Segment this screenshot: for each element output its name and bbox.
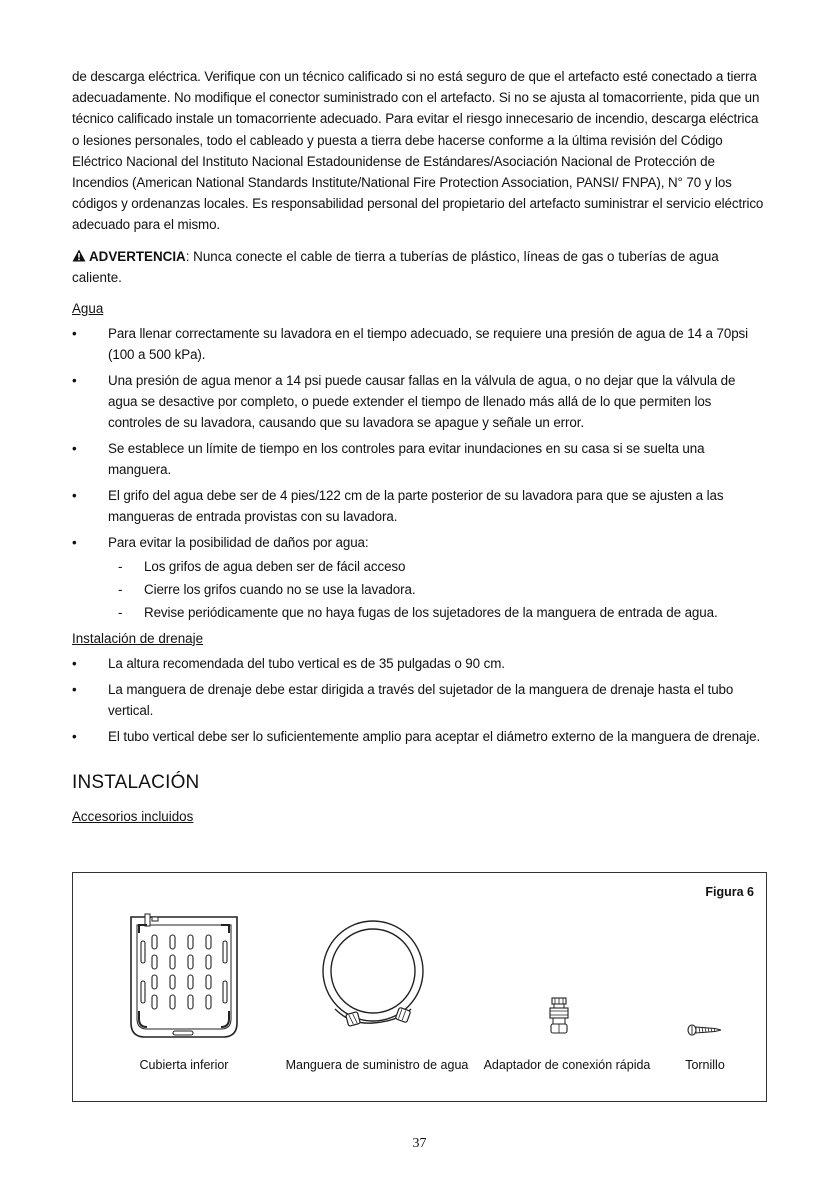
accessory-label-quick-connect-adapter: Adaptador de conexión rápida bbox=[483, 1058, 651, 1072]
warning-triangle-icon bbox=[72, 249, 86, 262]
list-item-text: La altura recomendada del tubo vertical es de 35 pulgadas o 90 cm. bbox=[108, 655, 505, 671]
page-number: 37 bbox=[412, 1136, 427, 1151]
sub-list-item-text: Revise periódicamente que no haya fugas de los sujetadores de la manguera de entrada de agua. bbox=[144, 604, 718, 620]
warning-text: : Nunca conecte el cable de tierra a tuberías de plástico, líneas de gas o tuberías de agua caliente. bbox=[72, 248, 719, 285]
dash-marker: - bbox=[118, 558, 123, 574]
list-item-text: La manguera de drenaje debe estar dirigida a través del sujetador de la manguera de drenaje hasta el tubo vertical. bbox=[108, 681, 734, 718]
list-item bbox=[72, 485, 767, 527]
drain-list bbox=[72, 653, 767, 747]
accessory-label-water-hose: Manguera de suministro de agua bbox=[285, 1058, 469, 1072]
figure-label: Figura 6 bbox=[705, 885, 754, 899]
list-item-text: Se establece un límite de tiempo en los controles para evitar inundaciones en su casa si se suelta una manguera. bbox=[108, 440, 705, 477]
sub-list-item bbox=[108, 555, 767, 578]
accessories-figure bbox=[72, 872, 767, 1102]
bullet-marker: • bbox=[72, 655, 77, 671]
water-list bbox=[72, 323, 767, 624]
list-item-text: Para evitar la posibilidad de daños por agua: bbox=[108, 534, 369, 550]
list-item bbox=[72, 679, 767, 721]
list-item-text: El grifo del agua debe ser de 4 pies/122 cm de la parte posterior de su lavadora para que se ajusten a las mangueras de entrada provistas con su lavadora. bbox=[108, 487, 724, 524]
accessory-label-bottom-cover: Cubierta inferior bbox=[139, 1058, 229, 1072]
dash-marker: - bbox=[118, 581, 123, 597]
accessory-label-screw: Tornillo bbox=[685, 1058, 725, 1072]
list-item bbox=[72, 370, 767, 433]
accessories-heading: Accesorios incluidos bbox=[72, 808, 194, 824]
bullet-marker: • bbox=[72, 681, 77, 697]
bottom-cover-icon bbox=[125, 911, 243, 1043]
bullet-marker: • bbox=[72, 728, 77, 744]
drain-heading: Instalación de drenaje bbox=[72, 630, 204, 646]
water-heading: Agua bbox=[72, 300, 104, 316]
quick-connect-adapter-icon bbox=[547, 997, 571, 1037]
screw-icon bbox=[687, 1023, 723, 1037]
list-item-text: Para llenar correctamente su lavadora en el tiempo adecuado, se requiere una presión de agua de 14 a 70psi (100 a 500 kPa). bbox=[108, 325, 749, 362]
sub-list-item bbox=[108, 578, 767, 601]
warning-notice bbox=[72, 246, 767, 288]
sub-list-item-text: Los grifos de agua deben ser de fácil acceso bbox=[144, 558, 406, 574]
bullet-marker: • bbox=[72, 372, 77, 388]
warning-label: ADVERTENCIA bbox=[89, 248, 186, 264]
list-item-text: Una presión de agua menor a 14 psi puede causar fallas en la válvula de agua, o no dejar que la válvula de agua se desactive por completo, o puede extender el tiempo de llenado más allá de lo que permiten los controles de su lavadora, causando que su lavadora se apague y señale un error. bbox=[108, 372, 736, 430]
list-item-text: El tubo vertical debe ser lo suficientemente amplio para aceptar el diámetro externo de la manguera de drenaje. bbox=[108, 728, 761, 744]
bullet-marker: • bbox=[72, 440, 77, 456]
page-content bbox=[72, 66, 767, 827]
bullet-marker: • bbox=[72, 534, 77, 550]
installation-title: INSTALACIÓN bbox=[72, 771, 200, 793]
bullet-marker: • bbox=[72, 487, 77, 503]
list-item bbox=[72, 653, 767, 674]
water-hose-icon bbox=[311, 913, 441, 1031]
dash-marker: - bbox=[118, 604, 123, 620]
list-item bbox=[72, 323, 767, 365]
intro-paragraph: de descarga eléctrica. Verifique con un técnico calificado si no está seguro de que el artefacto esté conectado a tierra adecuadamente. No modifique el conector suministrado con el artefacto. Si no se ajusta al tomacorriente, pida que un técnico calificado instale un tomacorriente adecuado. Para evitar el riesgo innecesario de incendio, descarga eléctrica o lesiones personales, todo el cableado y puesta a tierra debe hacerse conforme a la última revisión del Código Eléctrico Nacional del Instituto Nacional Estadounidense de Estándares/Asociación Nacional de Protección de Incendios (American National Standards Institute/National Fire Protection Association, PANSI/ FNPA), N° 70 y los códigos y ordenanzas locales. Es responsabilidad personal del propietario del artefacto suministrar el servicio eléctrico adecuado para el mismo. bbox=[72, 69, 764, 233]
sub-list-item-text: Cierre los grifos cuando no se use la lavadora. bbox=[144, 581, 416, 597]
list-item bbox=[72, 726, 767, 747]
sub-list-item bbox=[108, 601, 767, 624]
list-item bbox=[72, 532, 767, 624]
water-sub-list bbox=[108, 555, 767, 624]
list-item bbox=[72, 438, 767, 480]
bullet-marker: • bbox=[72, 325, 77, 341]
